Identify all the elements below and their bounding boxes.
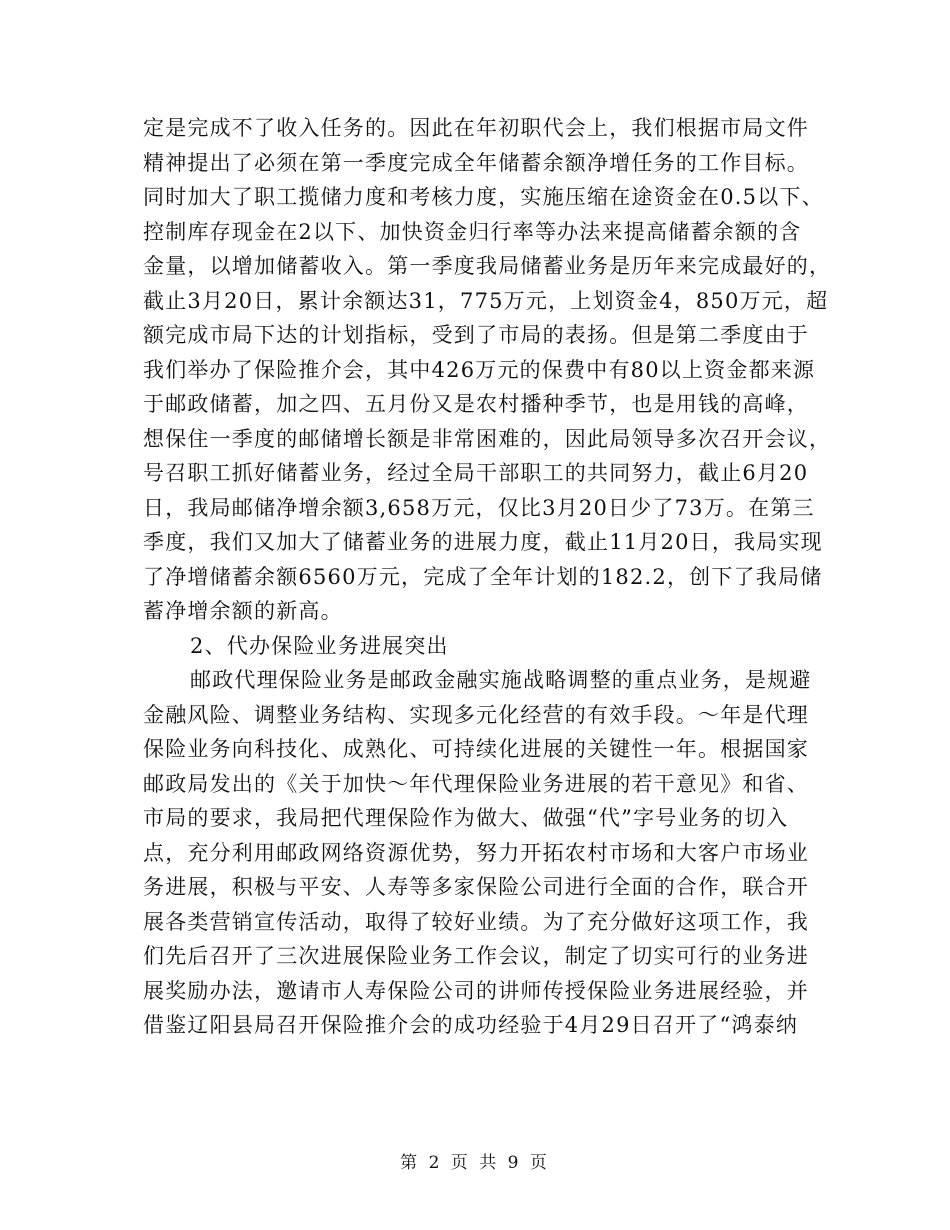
text-line: 控制库存现金在2以下、加快资金归行率等办法来提高储蓄余额的含: [143, 220, 802, 244]
section-heading: 2、代办保险业务进展突出: [190, 634, 449, 658]
text-line: 额完成市局下达的计划指标，受到了市局的表扬。但是第二季度由于: [143, 323, 809, 347]
text-line: 金融风险、调整业务结构、实现多元化经营的有效手段。～年是代理: [143, 703, 809, 727]
text-line: 务进展，积极与平安、人寿等多家保险公司进行全面的合作，联合开: [143, 875, 809, 899]
text-line: 号召职工抓好储蓄业务，经过全局干部职工的共同努力，截止6月20: [143, 461, 809, 485]
text-line: 同时加大了职工揽储力度和考核力度，实施压缩在途资金在0.5以下、: [143, 185, 824, 209]
text-line: 于邮政储蓄，加之四、五月份又是农村播种季节，也是用钱的高峰，: [143, 392, 809, 416]
text-line: 精神提出了必须在第一季度完成全年储蓄余额净增任务的工作目标。: [143, 151, 809, 175]
text-line: 点，充分利用邮政网络资源优势，努力开拓农村市场和大客户市场业: [143, 841, 809, 865]
text-line: 们先后召开了三次进展保险业务工作会议，制定了切实可行的业务进: [143, 944, 809, 968]
text-line: 季度，我们又加大了储蓄业务的进展力度，截止11月20日，我局实现: [143, 530, 823, 554]
text-line: 截止3月20日，累计余额达31，775万元，上划资金4，850万元，超: [143, 289, 829, 313]
text-line: 保险业务向科技化、成熟化、可持续化进展的关键性一年。根据国家: [143, 737, 809, 761]
page-number-footer: 第 2 页 共 9 页: [400, 1153, 550, 1173]
text-line: 我们举办了保险推介会，其中426万元的保费中有80以上资金都来源: [143, 358, 816, 382]
text-line: 蓄净增余额的新高。: [143, 599, 343, 623]
text-line: 邮政局发出的《关于加快～年代理保险业务进展的若干意见》和省、: [143, 772, 809, 796]
text-line: 了净增储蓄余额6560万元，完成了全年计划的182.2，创下了我局储: [143, 565, 823, 589]
text-line: 日，我局邮储净增余额3,658万元，仅比3月20日少了73万。在第三: [143, 496, 815, 520]
text-line: 展各类营销宣传活动，取得了较好业绩。为了充分做好这项工作，我: [143, 910, 809, 934]
text-line: 借鉴辽阳县局召开保险推介会的成功经验于4月29日召开了“鸿泰纳: [143, 1013, 799, 1037]
text-line: 邮政代理保险业务是邮政金融实施战略调整的重点业务，是规避: [190, 668, 812, 692]
text-line: 展奖励办法，邀请市人寿保险公司的讲师传授保险业务进展经验，并: [143, 979, 809, 1003]
text-line: 市局的要求，我局把代理保险作为做大、做强“代”字号业务的切入: [143, 806, 789, 830]
text-line: 定是完成不了收入任务的。因此在年初职代会上，我们根据市局文件: [143, 116, 809, 140]
text-line: 金量，以增加储蓄收入。第一季度我局储蓄业务是历年来完成最好的，: [143, 254, 832, 278]
text-line: 想保住一季度的邮储增长额是非常困难的，因此局领导多次召开会议，: [143, 427, 832, 451]
